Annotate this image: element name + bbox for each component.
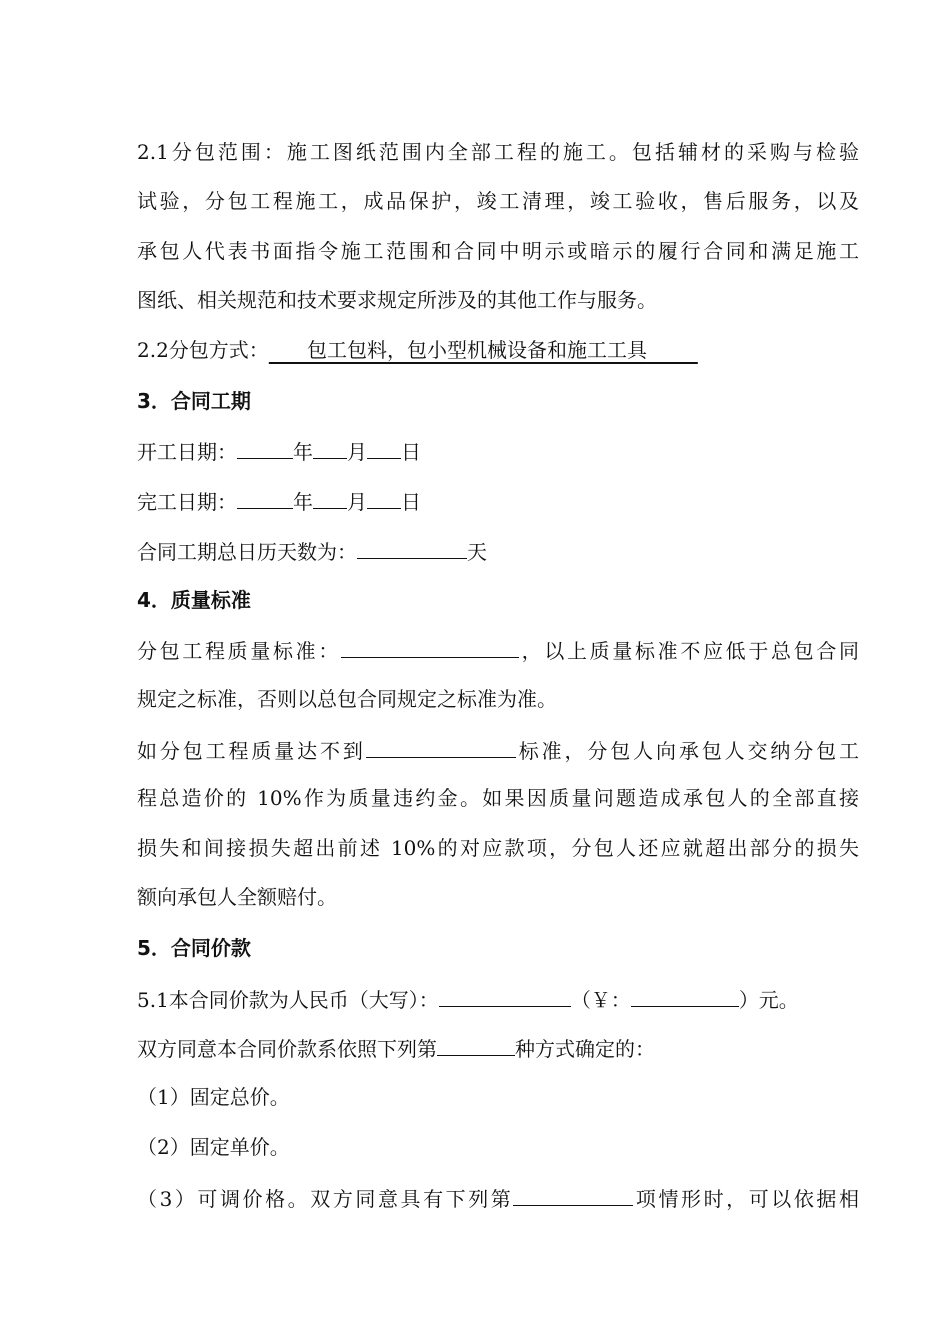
section-3-heading: 3．合同工期	[137, 389, 251, 413]
price-method-text-post: 种方式确定的：	[515, 1037, 655, 1061]
price-method-text-pre: 双方同意本合同价款系依照下列第	[137, 1037, 437, 1061]
section-4-heading: 4．质量标准	[137, 588, 251, 612]
start-date-label: 开工日期：	[137, 440, 237, 464]
subcontract-method-value: 包工包料，包小型机械设备和施工工具	[306, 338, 647, 362]
quality-penalty-line-2: 程总造价的 10%作为质量违约金。如果因质量问题造成承包人的全部直接	[137, 786, 859, 810]
quality-standard-label: 分包工程质量标准：	[137, 639, 341, 663]
option-3-text-post: 项情形时，可以依据相	[633, 1187, 859, 1211]
option-1: （1）固定总价。	[137, 1085, 290, 1109]
quality-penalty-line-4: 额向承包人全额赔付。	[137, 885, 337, 909]
price-unit: ）元。	[738, 988, 799, 1012]
option-3-blank[interactable]	[513, 1183, 633, 1206]
price-method-blank[interactable]	[437, 1033, 515, 1056]
day-label: 日	[401, 490, 421, 514]
end-date-label: 完工日期：	[137, 490, 237, 514]
clause-5-1	[137, 984, 859, 1014]
subcontract-method-label: 2.2分包方式：	[137, 338, 269, 362]
quality-standard-line-2: 规定之标准，否则以总包合同规定之标准为准。	[137, 687, 557, 711]
quality-standard-text: ，以上质量标准不应低于总包合同	[519, 639, 859, 663]
price-in-words-blank[interactable]	[439, 984, 571, 1007]
option-2: （2）固定单价。	[137, 1135, 290, 1159]
clause-2-1-line-4: 图纸、相关规范和技术要求规定所涉及的其他工作与服务。	[137, 288, 657, 312]
clause-2-1-line-1: 2.1分包范围：施工图纸范围内全部工程的施工。包括辅材的采购与检验	[137, 140, 859, 164]
start-month-blank[interactable]	[313, 436, 347, 459]
price-in-figures-blank[interactable]	[631, 984, 739, 1007]
option-3	[137, 1183, 859, 1213]
year-label: 年	[293, 440, 313, 464]
start-date-line	[137, 436, 859, 466]
quality-penalty-text-pre: 如分包工程质量达不到	[137, 739, 366, 763]
month-label: 月	[347, 440, 367, 464]
end-year-blank[interactable]	[237, 486, 293, 509]
quality-penalty-line-3: 损失和间接损失超出前述 10%的对应款项，分包人还应就超出部分的损失	[137, 836, 859, 860]
year-label: 年	[293, 490, 313, 514]
days-unit: 天	[467, 540, 487, 564]
total-days-label: 合同工期总日历天数为：	[137, 540, 357, 564]
end-month-blank[interactable]	[313, 486, 347, 509]
clause-2-1-line-3: 承包人代表书面指令施工范围和合同中明示或暗示的履行合同和满足施工	[137, 239, 859, 263]
end-day-blank[interactable]	[367, 486, 401, 509]
total-days-line	[137, 536, 859, 566]
section-5-heading: 5．合同价款	[137, 936, 251, 960]
end-date-line	[137, 486, 859, 516]
price-figure-label: （￥：	[570, 988, 631, 1012]
quality-standard-line-1	[137, 635, 859, 665]
month-label: 月	[347, 490, 367, 514]
quality-penalty-line-1	[137, 735, 859, 765]
quality-penalty-text-post: 标准，分包人向承包人交纳分包工	[515, 739, 860, 763]
contract-price-label: 5.1本合同价款为人民币（大写）：	[137, 988, 439, 1012]
clause-2-2	[137, 336, 859, 364]
total-days-blank[interactable]	[357, 536, 467, 559]
price-method-line	[137, 1033, 859, 1063]
quality-standard-blank[interactable]	[341, 635, 519, 658]
clause-2-1-line-2: 试验，分包工程施工，成品保护，竣工清理，竣工验收，售后服务，以及	[137, 189, 859, 213]
start-day-blank[interactable]	[367, 436, 401, 459]
quality-penalty-blank[interactable]	[366, 735, 516, 758]
day-label: 日	[401, 440, 421, 464]
option-3-text-pre: （3）可调价格。双方同意具有下列第	[137, 1187, 514, 1211]
start-year-blank[interactable]	[237, 436, 293, 459]
